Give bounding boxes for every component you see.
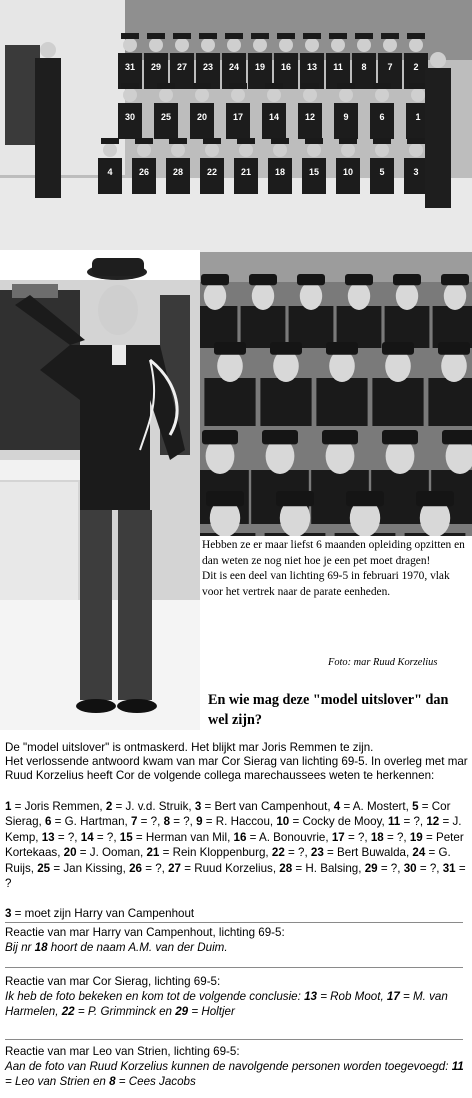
- person-cap: [135, 138, 153, 144]
- person-cap: [265, 83, 283, 89]
- person-face: [396, 282, 418, 310]
- person-body: [241, 306, 286, 348]
- person-face: [348, 282, 370, 310]
- person-cap: [407, 33, 425, 39]
- person-number-label: 24: [228, 62, 240, 72]
- closeup-photo-graphic: [200, 252, 472, 536]
- person-cap: [442, 430, 472, 444]
- person-cap: [373, 83, 391, 89]
- person-head: [409, 143, 423, 157]
- person-number-label: 20: [196, 112, 208, 122]
- legend-item: 26 = ?,: [129, 861, 169, 875]
- person-number-label: 31: [124, 62, 136, 72]
- person-body: [260, 378, 311, 426]
- person-number-label: 18: [274, 167, 286, 177]
- person-body: [200, 306, 237, 348]
- legend-item: 4 = A. Mostert,: [333, 800, 413, 813]
- person-head: [231, 88, 245, 102]
- person-number-label: 25: [160, 112, 172, 122]
- legend-number: 13: [41, 830, 55, 844]
- person-cap: [271, 138, 289, 144]
- legend-item: 30 = ?,: [403, 861, 443, 875]
- person-number-label: 10: [342, 167, 354, 177]
- person-cap: [121, 83, 139, 89]
- person-head: [171, 143, 185, 157]
- person-cap: [337, 83, 355, 89]
- person-cap: [381, 33, 399, 39]
- person-body: [433, 306, 472, 348]
- photo-credit: Foto: mar Ruud Korzelius: [328, 657, 438, 668]
- person-cap: [305, 138, 323, 144]
- legend-item: 9 = R. Haccou,: [196, 815, 277, 829]
- person-number-label: 23: [202, 62, 214, 72]
- note-number: 3: [5, 907, 12, 920]
- person-body: [316, 378, 367, 426]
- person-number-label: 11: [333, 62, 343, 72]
- person-number-label: 6: [379, 112, 385, 122]
- person-body: [337, 306, 382, 348]
- legend-number: 4: [333, 800, 341, 813]
- legend-item: 10 = Cocky de Mooy,: [276, 815, 388, 829]
- body-text: [5, 741, 469, 784]
- person-cap: [326, 342, 358, 355]
- person-number-label: 27: [176, 62, 188, 72]
- person-cap: [277, 33, 295, 39]
- legend-number: 10: [276, 815, 290, 829]
- legend-number: 23: [310, 846, 324, 860]
- person-head: [40, 42, 56, 58]
- person-cap: [199, 33, 217, 39]
- legend-number: 20: [63, 846, 77, 860]
- legend-number: 19: [409, 830, 423, 844]
- person-cap: [303, 33, 321, 39]
- person-cap: [355, 33, 373, 39]
- person-cap: [382, 342, 414, 355]
- legend-item: 18 = ?,: [370, 830, 410, 844]
- person-cap: [157, 83, 175, 89]
- person-cap: [345, 274, 373, 285]
- person-head: [303, 88, 317, 102]
- person-head: [159, 88, 173, 102]
- person-number-label: 9: [343, 112, 349, 122]
- caption-line-2: Dit is een deel van lichting 69-5 in februari 1970, vlak voor het vertrek naar de parate eenheden.: [202, 570, 450, 598]
- salute-photo: [0, 250, 200, 730]
- person-cap: [329, 33, 347, 39]
- legend-item: 22 = ?,: [271, 846, 311, 860]
- person-number-label: 16: [280, 62, 292, 72]
- person-head: [273, 143, 287, 157]
- person-head: [201, 38, 215, 52]
- person-number-label: 8: [361, 62, 367, 72]
- person-body: [372, 378, 423, 426]
- divider: [5, 967, 463, 968]
- legend-number: 28: [279, 861, 293, 875]
- person-cap: [297, 274, 325, 285]
- person-head: [341, 143, 355, 157]
- legend-item: 24 = G. Ruijs,: [5, 846, 451, 875]
- person-number-label: 30: [124, 112, 136, 122]
- legend-number: 3: [194, 800, 202, 813]
- legend-item: 21 = Rein Kloppenburg,: [146, 846, 272, 860]
- legend-item: 14 = ?,: [80, 830, 120, 844]
- person-head: [267, 88, 281, 102]
- legend-item: 11 = ?,: [387, 815, 427, 829]
- reaction-heading: Reactie van mar Cor Sierag, lichting 69-5:: [5, 975, 221, 988]
- legend-number: 12: [426, 815, 440, 829]
- person-cap: [173, 33, 191, 39]
- person-cap: [193, 83, 211, 89]
- person-cap: [147, 33, 165, 39]
- person-head: [430, 52, 446, 68]
- legend-item: 2 = J. v.d. Struik,: [105, 800, 195, 813]
- legend-item: 12 = J. Kemp,: [5, 815, 462, 844]
- person-cap: [346, 491, 384, 506]
- legend-number: 22: [271, 846, 285, 860]
- person-face: [252, 282, 274, 310]
- person-head: [375, 88, 389, 102]
- person-head: [383, 38, 397, 52]
- person-body: [385, 306, 430, 348]
- person-cap: [416, 491, 454, 506]
- question-heading: En wie mag deze "model uitslover" dan wel zijn?: [208, 692, 449, 728]
- standing-person: [35, 58, 61, 198]
- person-cap: [201, 274, 229, 285]
- person-head: [123, 88, 137, 102]
- legend-number: 8: [163, 815, 171, 829]
- person-number-label: 4: [107, 167, 113, 177]
- caption-line-1: Hebben ze er maar liefst 6 maanden opleiding opzitten en dan weten ze nog niet hoe je een pet moet dragen!: [202, 539, 465, 567]
- legend-item: 31 = ?: [5, 861, 466, 891]
- person-number-label: 28: [172, 167, 184, 177]
- person-head: [123, 38, 137, 52]
- person-cap: [121, 33, 139, 39]
- legend-number: 30: [403, 861, 417, 875]
- legend-number: 9: [196, 815, 203, 829]
- reaction-heading: Reactie van mar Leo van Strien, lichting 69-5:: [5, 1045, 240, 1058]
- legend-item: 13 = ?,: [41, 830, 81, 844]
- person-cap: [339, 138, 357, 144]
- person-number-label: 29: [150, 62, 162, 72]
- person-number-label: 17: [232, 112, 244, 122]
- person-cap: [101, 138, 119, 144]
- legend-item: 29 = ?,: [364, 861, 404, 875]
- person-head: [137, 143, 151, 157]
- person-cap: [203, 138, 221, 144]
- legend-number: 7: [131, 815, 138, 829]
- person-face: [204, 282, 226, 310]
- legend-number: 27: [168, 861, 181, 875]
- legend-number: 21: [146, 846, 160, 860]
- legend-number: 14: [80, 830, 94, 844]
- legend-number: 11: [387, 815, 401, 829]
- legend-number: 17: [331, 830, 345, 844]
- person-number-label: 3: [413, 167, 419, 177]
- legend-number: 29: [364, 861, 378, 875]
- person-head: [149, 38, 163, 52]
- reaction-heading: Reactie van mar Harry van Campenhout, lichting 69-5:: [5, 926, 285, 939]
- divider: [5, 1039, 463, 1040]
- person-number-label: 12: [304, 112, 316, 122]
- legend-number: 18: [370, 830, 384, 844]
- legend-item: 19 = Peter Kortekaas,: [5, 830, 464, 860]
- person-head: [239, 143, 253, 157]
- person-cap: [382, 430, 418, 444]
- group-photo: [0, 0, 472, 252]
- photo-caption: [202, 538, 470, 600]
- person-cap: [276, 491, 314, 506]
- person-number-label: 13: [306, 62, 318, 72]
- legend-item: 5 = Cor Sierag,: [5, 800, 451, 829]
- legend-item: 7 = ?,: [131, 815, 164, 829]
- body-paragraph-2: Het verlossende antwoord kwam van mar Cor Sierag van lichting 69-5. In overleg met mar Ruud Korzelius heeft Cor de volgende collega marechaussees weten te herkennen:: [5, 755, 468, 783]
- legend-item: 27 = Ruud Korzelius,: [168, 861, 280, 875]
- person-number-label: 14: [268, 112, 280, 122]
- person-cap: [262, 430, 298, 444]
- person-head: [253, 38, 267, 52]
- person-head: [305, 38, 319, 52]
- legend-item: 23 = Bert Buwalda,: [310, 846, 413, 860]
- reaction-block: [5, 1044, 469, 1090]
- person-cap: [438, 342, 470, 355]
- legend-item: 6 = G. Hartman,: [44, 815, 131, 829]
- person-cap: [409, 83, 427, 89]
- legend-number: 5: [412, 800, 419, 813]
- person-number-label: 26: [138, 167, 150, 177]
- person-head: [307, 143, 321, 157]
- legend-number: 6: [44, 815, 52, 829]
- legend-number: 31: [442, 861, 456, 875]
- person-cap: [206, 491, 244, 506]
- closeup-photo: [200, 252, 472, 536]
- note-text: moet zijn Harry van Campenhout: [24, 907, 195, 920]
- person-number-label: 22: [206, 167, 218, 177]
- body-paragraph-1: De "model uitslover" is ontmaskerd. Het blijkt mar Joris Remmen te zijn.: [5, 741, 374, 754]
- person-cap: [322, 430, 358, 444]
- legend-item: 17 = ?,: [331, 830, 371, 844]
- person-cap: [407, 138, 425, 144]
- person-cap: [202, 430, 238, 444]
- person-head: [195, 88, 209, 102]
- legend-number: 25: [37, 861, 51, 875]
- legend-number: 1: [5, 800, 12, 813]
- person-head: [103, 143, 117, 157]
- person-cap: [441, 274, 469, 285]
- person-number-label: 15: [308, 167, 320, 177]
- person-body: [428, 378, 472, 426]
- person-cap: [301, 83, 319, 89]
- person-number-label: 1: [415, 112, 421, 122]
- person-face: [444, 282, 466, 310]
- person-face: [300, 282, 322, 310]
- salute-photo-graphic: [0, 250, 200, 730]
- person-number-label: 5: [379, 167, 385, 177]
- person-number-label: 7: [387, 62, 393, 72]
- legend-number: 26: [129, 861, 142, 875]
- person-cap: [393, 274, 421, 285]
- person-head: [357, 38, 371, 52]
- person-head: [175, 38, 189, 52]
- person-number-label: 19: [254, 62, 266, 72]
- standing-person: [425, 68, 451, 208]
- person-head: [411, 88, 425, 102]
- person-body: [204, 378, 255, 426]
- legend-item: 20 = J. Ooman,: [63, 846, 147, 860]
- person-cap: [229, 83, 247, 89]
- person-body: [289, 306, 334, 348]
- person-number-label: 21: [240, 167, 252, 177]
- person-cap: [237, 138, 255, 144]
- person-cap: [214, 342, 246, 355]
- legend-number: 2: [105, 800, 113, 813]
- legend-number: 15: [119, 830, 133, 844]
- legend-item: 8 = ?,: [163, 815, 197, 829]
- reaction-text: Aan de foto van Ruud Korzelius kunnen de navolgende personen worden toegevoegd: 11 = Leo van Strien en 8 = Cees Jacobs: [5, 1060, 464, 1089]
- group-photo-graphic: [0, 0, 472, 252]
- legend-item: 1 = Joris Remmen,: [5, 800, 106, 813]
- person-cap: [225, 33, 243, 39]
- legend-item: 3 = Bert van Campenhout,: [194, 800, 334, 813]
- legend-number: 16: [233, 830, 247, 844]
- divider: [5, 922, 463, 923]
- person-head: [339, 88, 353, 102]
- person-head: [205, 143, 219, 157]
- correction-note: 3 = moet zijn Harry van Campenhout: [5, 907, 195, 920]
- reaction-text: Bij nr 18 hoort de naam A.M. van der Duim.: [5, 941, 228, 955]
- person-number-label: 2: [413, 62, 419, 72]
- legend-number: 24: [412, 846, 426, 860]
- person-cap: [373, 138, 391, 144]
- person-head: [279, 38, 293, 52]
- name-legend: [5, 799, 471, 891]
- legend-item: 28 = H. Balsing,: [279, 861, 365, 875]
- legend-item: 25 = Jan Kissing,: [37, 861, 130, 875]
- legend-item: 15 = Herman van Mil,: [119, 830, 234, 844]
- person-head: [409, 38, 423, 52]
- legend-item: 16 = A. Bonouvrie,: [233, 830, 332, 844]
- reaction-block: [5, 925, 469, 955]
- person-cap: [169, 138, 187, 144]
- person-head: [375, 143, 389, 157]
- person-cap: [270, 342, 302, 355]
- person-head: [227, 38, 241, 52]
- person-cap: [251, 33, 269, 39]
- reaction-text: Ik heb de foto bekeken en kom tot de volgende conclusie: 13 = Rob Moot, 17 = M. van Harmelen, 22 = P. Grimminck en 29 = Holtjer: [5, 990, 448, 1019]
- reaction-block: [5, 974, 469, 1020]
- person-cap: [249, 274, 277, 285]
- person-head: [331, 38, 345, 52]
